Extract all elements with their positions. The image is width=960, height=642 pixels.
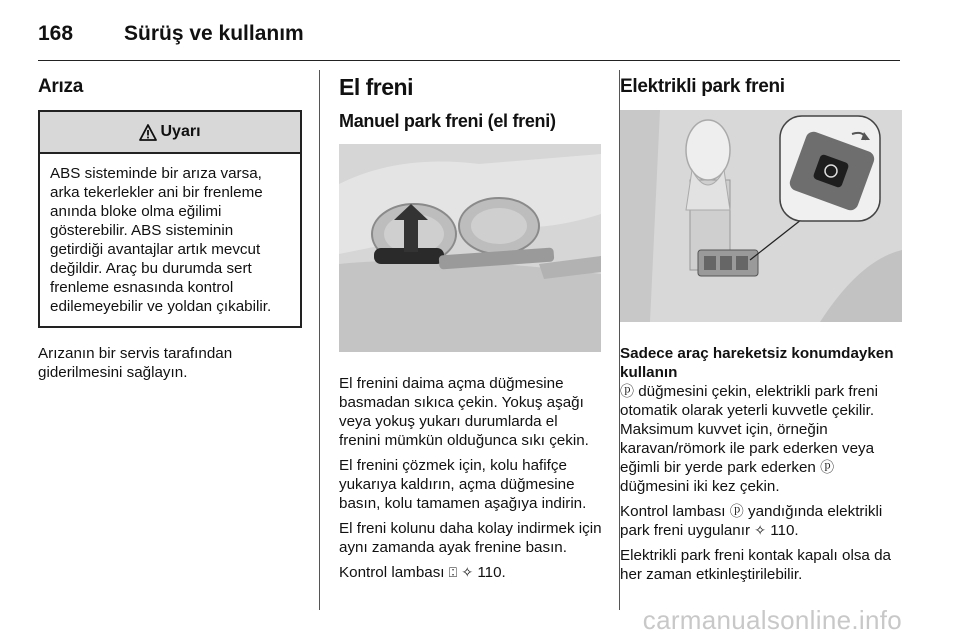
text-run: Kontrol lambası [620, 503, 730, 520]
text-run: Kontrol lambası [339, 564, 449, 581]
paragraph: Arızanın bir servis tarafından giderilmesini sağlayın. [38, 345, 233, 381]
text-run: 110. [765, 522, 799, 539]
column-2 [339, 70, 603, 588]
paragraph [620, 502, 902, 540]
page-reference-icon: ✧ [461, 564, 474, 580]
electric-parking-brake-illustration [620, 110, 902, 322]
paragraph: El frenini çözmek için, kolu hafifçe yukarıya kaldırın, açma düğmesine basın, kolu tamamen aşağıya indirin. [339, 457, 587, 512]
section-heading: Elektrikli park freni [620, 76, 785, 97]
text-run: 110. [473, 564, 506, 581]
paragraph [339, 563, 603, 582]
text-run: düğmesini iki kez çekin. [620, 478, 780, 495]
paragraph: El frenini daima açma düğmesine basmadan sıkıca çekin. Yokuş aşağı veya yokuş yukarı durumlarda el frenini mümkün olduğunca sıkı çekin. [339, 375, 589, 449]
column-divider [319, 70, 320, 610]
page-title: Sürüş ve kullanım [124, 22, 304, 45]
section-heading: Arıza [38, 76, 83, 97]
warning-box [38, 110, 302, 328]
paragraph: Elektrikli park freni kontak kapalı olsa da her zaman etkinleştirilebilir. [620, 547, 891, 583]
page-header [38, 14, 900, 54]
text-run: düğmesini çekin, elektrikli park freni otomatik olarak yeterli kuvvetle çekilir. Maksimum kuvvet için, örneğin karavan/römork ile park ederken veya eğimli bir yerde park ederken [620, 383, 878, 476]
paragraph: El freni kolunu daha kolay indirmek için aynı zamanda ayak frenine basın. [339, 520, 602, 556]
page-reference-icon: ✧ [754, 522, 766, 538]
column-1 [38, 70, 302, 388]
text-run: yandığında elektrikli park freni uygulanır [620, 503, 883, 539]
header-rule [38, 60, 900, 61]
warning-text: ABS sisteminde bir arıza varsa, arka tekerlekler ani bir frenleme anında bloke olma eğilimi gösterebilir. ABS sisteminin getirdiği avantajlar artık mevcut değildir. Araç bu durumda sert frenleme esnasında kontrol edilemeyebilir ve yoldan çıkabilir. [50, 165, 272, 315]
warning-label: Uyarı [160, 123, 201, 140]
warning-header [40, 112, 300, 154]
parking-brake-button-icon: ⓟ [820, 459, 835, 475]
warning-triangle-icon [139, 124, 157, 141]
parking-brake-button-icon: ⓟ [620, 383, 634, 399]
paragraph [620, 382, 902, 496]
handbrake-lever-illustration [339, 144, 601, 352]
handbrake-warning-icon: ⍠ [448, 564, 458, 580]
column-3 [620, 70, 902, 590]
instruction-heading: Sadece araç hareketsiz konumdayken kullanın [620, 345, 894, 381]
section-heading: El freni [339, 74, 413, 100]
subsection-heading: Manuel park freni (el freni) [339, 111, 556, 131]
parking-brake-indicator-icon: ⓟ [729, 503, 744, 519]
watermark: carmanualsonline.info [642, 605, 902, 635]
page-number: 168 [38, 22, 74, 45]
